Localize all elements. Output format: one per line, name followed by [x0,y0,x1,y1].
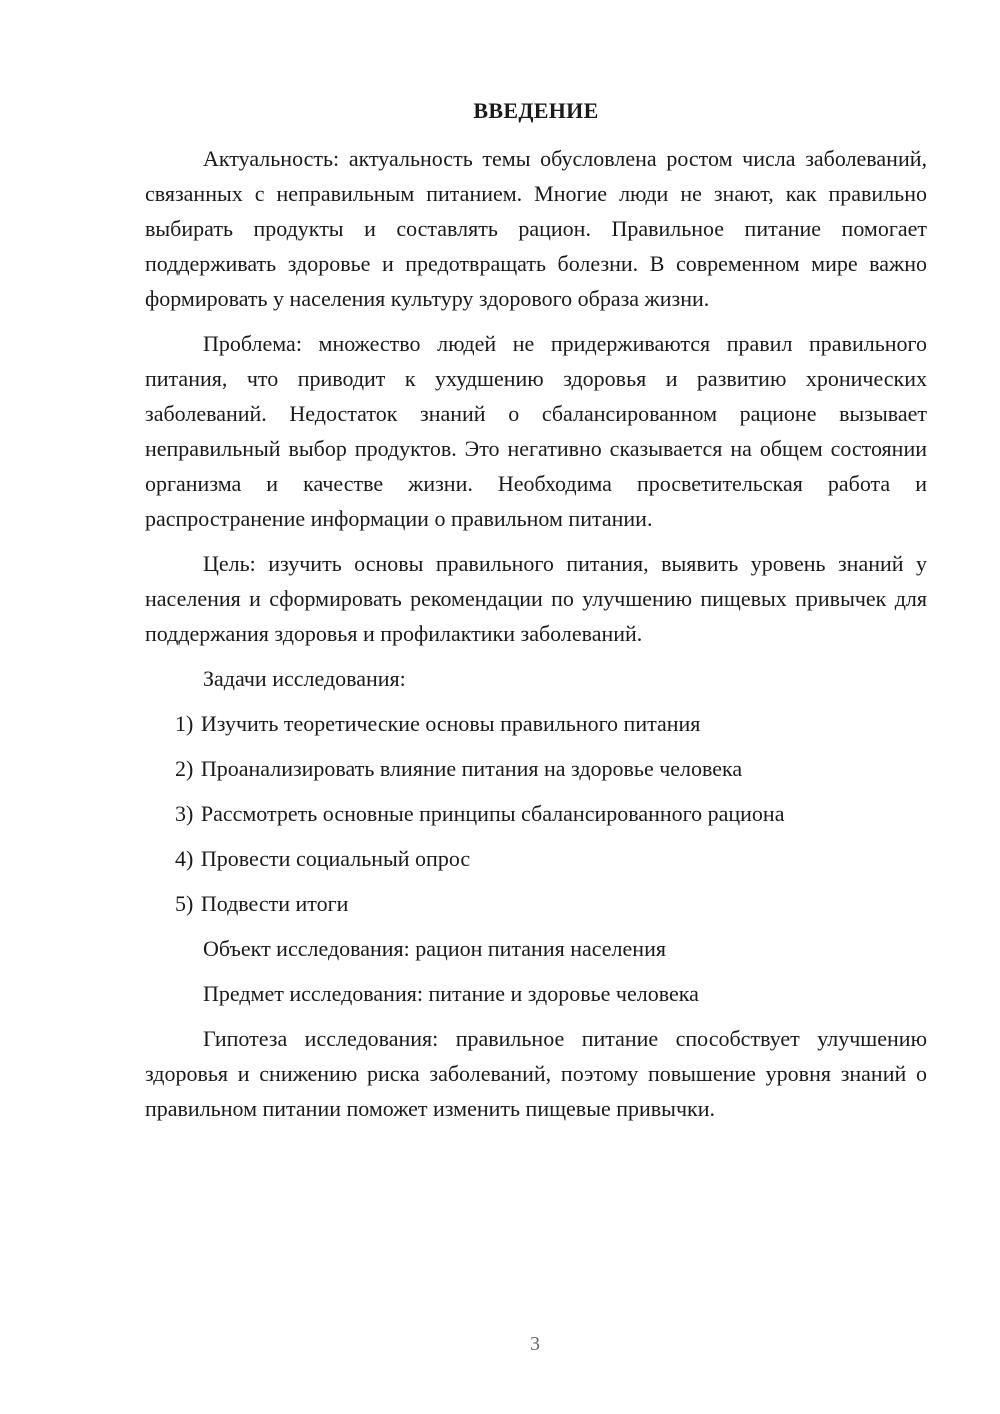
list-item [145,796,927,831]
list-item [145,841,927,876]
task-number: 1) [175,711,194,736]
paragraph-relevance: Актуальность: актуальность темы обусловлена ростом числа заболеваний, связанных с неправильным питанием. Многие люди не знают, как правильно выбирать продукты и составлять рацион. Правильное питание помогает поддерживать здоровье и предотвращать болезни. В современном мире важно формировать у населения культуру здорового образа жизни. [145,146,927,311]
task-number: 2) [175,756,194,781]
list-item [145,886,927,921]
task-text: Рассмотреть основные принципы сбалансированного рациона [200,801,785,826]
task-text: Провести социальный опрос [200,846,471,871]
task-text: Подвести итоги [200,891,349,916]
paragraph-problem: Проблема: множество людей не придерживаются правил правильного питания, что приводит к ухудшению здоровья и развитию хронических заболеваний. Недостаток знаний о сбалансированном рационе вызывает неправильный выбор продуктов. Это негативно сказывается на общем состоянии организма и качестве жизни. Необходима просветительская работа и распространение информации о правильном питании. [145,331,927,531]
task-number: 4) [175,846,194,871]
list-item [145,706,927,741]
list-item [145,751,927,786]
page-number: 3 [530,1333,540,1355]
task-text: Изучить теоретические основы правильного питания [200,711,701,736]
task-text: Проанализировать влияние питания на здоровье человека [200,756,743,781]
research-subject: Предмет исследования: питание и здоровье человека [203,981,699,1006]
tasks-heading: Задачи исследования: [203,666,406,691]
task-number: 5) [175,891,194,916]
page-content [145,95,927,1136]
paragraph-goal: Цель: изучить основы правильного питания, выявить уровень знаний у населения и сформировать рекомендации по улучшению пищевых привычек для поддержания здоровья и профилактики заболеваний. [145,551,927,646]
research-object: Объект исследования: рацион питания населения [203,936,666,961]
page-title: ВВЕДЕНИЕ [473,98,599,123]
task-list [145,706,927,921]
task-number: 3) [175,801,194,826]
paragraph-hypothesis: Гипотеза исследования: правильное питание способствует улучшению здоровья и снижению риска заболеваний, поэтому повышение уровня знаний о правильном питании поможет изменить пищевые привычки. [145,1026,927,1121]
